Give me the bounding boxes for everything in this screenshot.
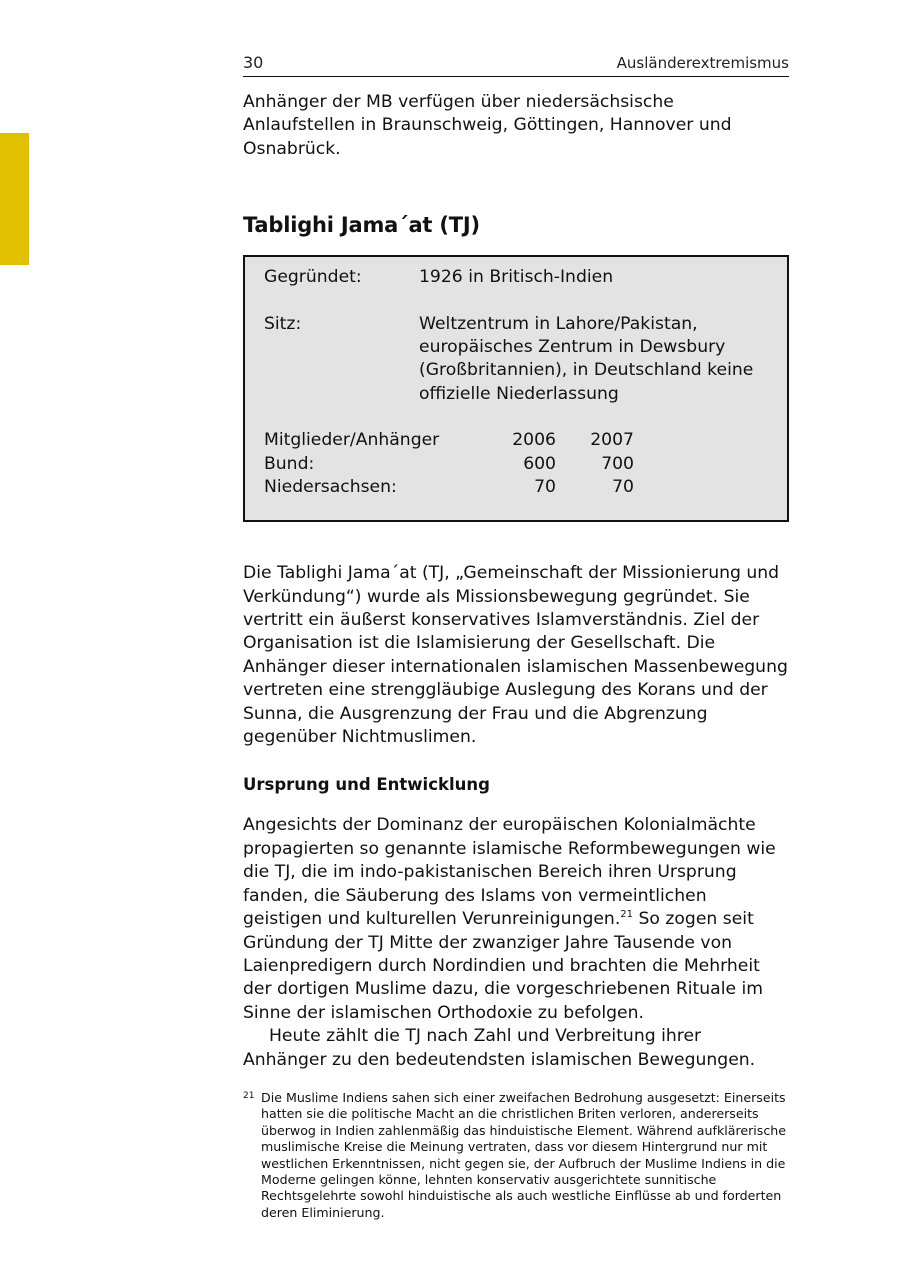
row-value: 700 <box>601 453 634 474</box>
footnote-number: 21 <box>243 1090 255 1101</box>
fact-founded <box>264 266 769 289</box>
membership-table <box>264 429 769 499</box>
subheading: Ursprung und Entwicklung <box>243 775 490 795</box>
footnote-reference[interactable]: 21 <box>620 909 634 921</box>
running-head <box>243 52 789 77</box>
founded-label: Gegründet: <box>264 267 362 288</box>
membership-row-bund <box>264 453 769 476</box>
fact-seat <box>264 313 769 407</box>
section-tab-marker <box>0 133 29 265</box>
page-content <box>243 52 789 1221</box>
membership-header-label: Mitglieder/Anhänger <box>264 430 440 451</box>
footnote <box>243 1090 789 1221</box>
seat-value: Weltzentrum in Lahore/Pakistan, europäisches Zentrum in Dewsbury (Großbritannien), in Deutschland keine offizielle Niederlassung <box>419 313 754 404</box>
row-value: 600 <box>523 453 556 474</box>
intro-paragraph: Anhänger der MB verfügen über niedersächsische Anlaufstellen in Braunschweig, Göttingen, Hannover und Osnabrück. <box>243 92 732 159</box>
row-value: 70 <box>612 477 634 498</box>
section-heading: Tablighi Jama´at (TJ) <box>243 213 480 238</box>
running-head-section: Ausländerextremismus <box>616 54 789 72</box>
row-label: Bund: <box>264 453 315 474</box>
seat-label: Sitz: <box>264 313 302 334</box>
year-2007: 2007 <box>590 430 634 451</box>
row-label: Niedersachsen: <box>264 477 397 498</box>
body-paragraph-2 <box>243 814 789 1025</box>
membership-row-niedersachsen <box>264 476 769 499</box>
footnote-text: Die Muslime Indiens sahen sich einer zweifachen Bedrohung ausgesetzt: Einerseits hatten sie die politische Macht an die christlichen Briten verloren, andererseits überwog in Indien zahlenmäßig das hinduistische Element. Während aufklärerische muslimische Kreise die Meinung vertraten, dass vor diesem Hintergrund nur mit westlichen Erkenntnissen, nicht gegen sie, der Aufbruch der Muslime Indiens in die Moderne gelingen könne, lehnten konservativ ausgerichtete sunnitische Rechtsgelehrte sowohl hinduistische als auch westliche Einflüsse ab und forderten deren Eliminierung. <box>261 1089 786 1220</box>
row-value: 70 <box>534 477 556 498</box>
fact-box <box>243 255 789 522</box>
body-paragraph-1: Die Tablighi Jama´at (TJ, „Gemeinschaft der Missionierung und Verkündung“) wurde als Missionsbewegung gegründet. Sie vertritt ein äußerst konservatives Islamverständnis. Ziel der Organisation ist die Islamisierung der Gesellschaft. Die Anhänger dieser internationalen islamischen Massenbewegung vertreten eine strenggläubige Auslegung des Korans und der Sunna, die Ausgrenzung der Frau und die Abgrenzung gegenüber Nichtmuslimen. <box>243 563 788 748</box>
paragraph-2-text-b: So zogen seit Gründung der TJ Mitte der zwanziger Jahre Tausende von Laienpredigern durch Nordindien und brachten die Mehrheit der dortigen Muslime dazu, die vorgeschriebenen Rituale im Sinne der islamischen Orthodoxie zu befolgen. <box>243 909 764 1023</box>
founded-value: 1926 in Britisch-Indien <box>419 267 614 288</box>
body-paragraph-3: Heute zählt die TJ nach Zahl und Verbreitung ihrer Anhänger zu den bedeutendsten islamischen Bewegungen. <box>243 1026 756 1070</box>
page-number: 30 <box>243 53 264 72</box>
membership-header-row <box>264 429 769 452</box>
paragraph-2-text-a: Angesichts der Dominanz der europäischen Kolonialmächte propagierten so genannte islamische Reformbewegungen wie die TJ, die im indo-pakistanischen Bereich ihren Ursprung fanden, die Säuberung des Islams von vermeintlichen geistigen und kulturellen Verunreinigungen. <box>243 815 776 930</box>
year-2006: 2006 <box>512 430 556 451</box>
